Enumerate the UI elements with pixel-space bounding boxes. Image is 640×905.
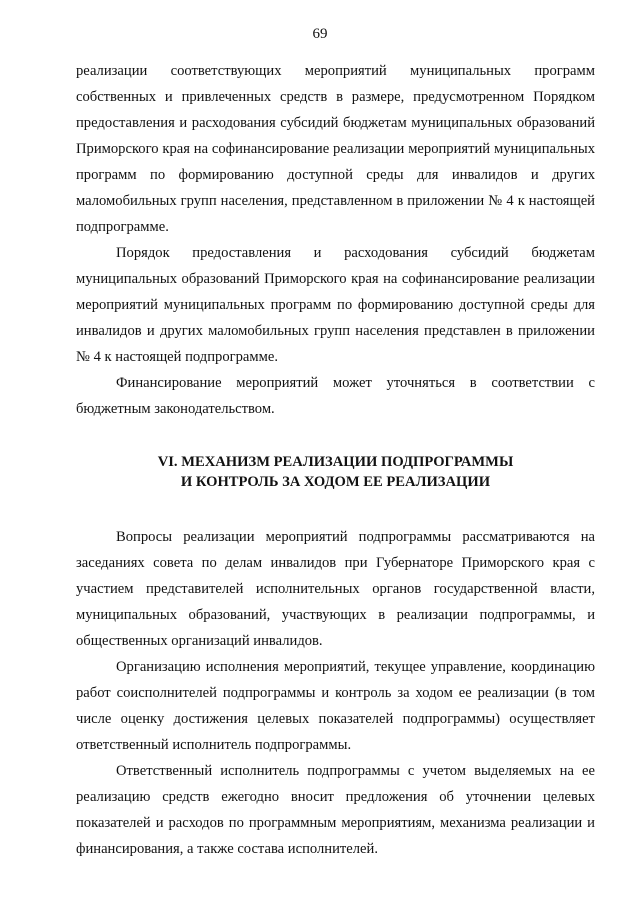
page-number: 69 [312,26,328,42]
paragraph-financing: Финансирование мероприятий может уточняться в соответствии с бюджетным законодательством. [76,375,595,417]
paragraph-continuation: реализации соответствующих мероприятий муниципальных программ собственных и привлеченных средств в размере, предусмотренном Порядком предоставления и расходования субсидий бюджетам муниципальных образований Приморского края на софинансирование реализации мероприятий муниципальных программ по формированию доступной среды для инвалидов и других маломобильных групп населения, представленном в приложении № 4 к настоящей подпрограмме. [76,63,595,235]
paragraph-council: Вопросы реализации мероприятий подпрограммы рассматриваются на заседаниях совета по делам инвалидов при Губернаторе Приморского края с участием представителей исполнительных органов государственной власти, муниципальных образований, участвующих в реализации подпрограммы, и общественных организаций инвалидов. [76,529,595,649]
paragraph-procedure: Порядок предоставления и расходования субсидий бюджетам муниципальных образований Приморского края на софинансирование реализации мероприятий муниципальных программ по формированию доступной среды для инвалидов и других маломобильных групп населения представлен в приложении № 4 к настоящей подпрограмме. [76,245,595,365]
paragraph-responsible-executor: Ответственный исполнитель подпрограммы с учетом выделяемых на ее реализацию средств ежегодно вносит предложения об уточнении целевых показателей и расходов по программным мероприятиям, механизма реализации и финансирования, а также состава исполнителей. [76,763,595,857]
paragraph-organization: Организацию исполнения мероприятий, текущее управление, координацию работ соисполнителей подпрограммы и контроль за ходом ее реализации (в том числе оценку достижения целевых показателей подпрограммы) осуществляет ответственный исполнитель подпрограммы. [76,659,595,753]
section-heading-line-2: И КОНТРОЛЬ ЗА ХОДОМ ЕЕ РЕАЛИЗАЦИИ [180,474,491,490]
document-body [76,58,595,862]
section-heading [76,452,595,492]
section-heading-line-1: VI. МЕХАНИЗМ РЕАЛИЗАЦИИ ПОДПРОГРАММЫ [157,454,514,470]
